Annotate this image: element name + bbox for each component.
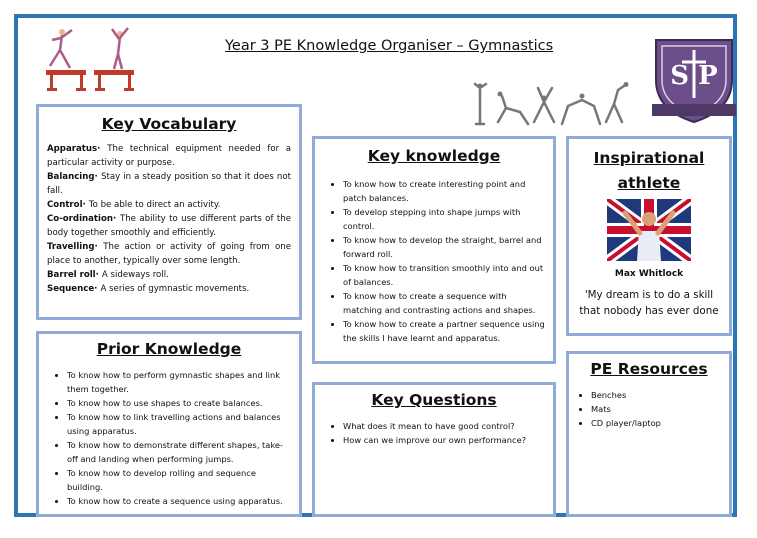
vocabulary-separator: ·: [94, 284, 101, 294]
gymnasts-beam-illustration: [42, 26, 142, 94]
athlete-photo: [607, 199, 691, 261]
key-knowledge-item: • To know how to transition smoothly into and out of balances.: [343, 261, 547, 289]
crest-letters: S P: [670, 61, 718, 91]
resource-item: • CD player/laptop: [591, 416, 723, 430]
school-crest-logo: [648, 36, 740, 124]
key-vocabulary-panel: [36, 104, 302, 320]
vocabulary-entry: [47, 212, 291, 240]
key-knowledge-list: [321, 177, 547, 345]
key-knowledge-item: • To know how to create interesting point and patch balances.: [343, 177, 547, 205]
key-knowledge-item: • To develop stepping into shape jumps with control.: [343, 205, 547, 233]
vocabulary-term: Balancing: [47, 172, 95, 182]
vocabulary-term: Sequence: [47, 284, 95, 294]
key-question-item: • What does it mean to have good control?: [343, 419, 547, 433]
vocabulary-separator: ·: [94, 172, 102, 182]
vocabulary-separator: ·: [94, 242, 104, 252]
vocabulary-term: Barrel roll: [47, 270, 96, 280]
vocabulary-separator: ·: [97, 144, 108, 154]
prior-knowledge-item: • To know how to use shapes to create balances.: [67, 396, 293, 410]
athlete-heading-line1: Inspirational: [593, 149, 705, 167]
page-title: Year 3 PE Knowledge Organiser – Gymnastics: [225, 38, 554, 54]
athlete-quote: 'My dream is to do a skill that nobody has ever done: [579, 289, 719, 317]
vocabulary-separator: ·: [95, 270, 102, 280]
athlete-name: Max Whitlock: [614, 269, 684, 279]
pe-resources-heading: PE Resources: [590, 360, 708, 378]
vocabulary-definition: Stay in a steady position so that it does not fall.: [47, 172, 291, 196]
prior-knowledge-item: • To know how to demonstrate different shapes, take-off and landing when performing jumps.: [67, 438, 293, 466]
key-knowledge-item: • To know how to develop the straight, barrel and forward roll.: [343, 233, 547, 261]
vocabulary-definition: To be able to direct an activity.: [88, 200, 221, 210]
vocabulary-separator: ·: [82, 200, 89, 210]
key-questions-panel: [312, 382, 556, 517]
pe-resources-list: [575, 388, 723, 430]
vocabulary-entry: [47, 240, 291, 268]
vocabulary-definition: A series of gymnastic movements.: [100, 284, 250, 294]
key-knowledge-item: • To know how to create a sequence with matching and contrasting actions and shapes.: [343, 289, 547, 317]
vocabulary-entry: [47, 268, 291, 282]
prior-knowledge-list: [45, 368, 293, 508]
prior-knowledge-item: • To know how to create a sequence using apparatus.: [67, 494, 293, 508]
vocabulary-definition: A sideways roll.: [101, 270, 169, 280]
vocabulary-definition: The technical equipment needed for a particular activity or purpose.: [47, 144, 291, 168]
vocabulary-term: Control: [47, 200, 83, 210]
prior-knowledge-item: • To know how to develop rolling and sequence building.: [67, 466, 293, 494]
vocabulary-entry: [47, 142, 291, 170]
key-knowledge-item: • To know how to create a partner sequence using the skills I have learnt and apparatus.: [343, 317, 547, 345]
vocabulary-term: Travelling: [47, 242, 95, 252]
vocabulary-separator: ·: [113, 214, 120, 224]
prior-knowledge-heading: Prior Knowledge: [96, 340, 242, 358]
prior-knowledge-item: • To know how to perform gymnastic shapes and link them together.: [67, 368, 293, 396]
resource-item: • Benches: [591, 388, 723, 402]
resource-item: • Mats: [591, 402, 723, 416]
key-knowledge-panel: [312, 136, 556, 364]
vocabulary-list: [47, 142, 291, 296]
vocabulary-term: Apparatus: [47, 144, 98, 154]
key-vocabulary-heading: Key Vocabulary: [101, 115, 237, 133]
vocabulary-entry: [47, 198, 291, 212]
prior-knowledge-item: • To know how to link travelling actions and balances using apparatus.: [67, 410, 293, 438]
athlete-heading-line2: athlete: [617, 174, 681, 192]
vocabulary-definition: The ability to use different parts of the body together smoothly and efficiently.: [47, 214, 291, 238]
key-knowledge-heading: Key knowledge: [367, 147, 501, 165]
inspirational-athlete-panel: [566, 136, 732, 336]
key-questions-list: [321, 419, 547, 447]
key-questions-heading: Key Questions: [371, 391, 497, 409]
vocabulary-definition: The action or activity of going from one place to another, typically over some length.: [47, 242, 291, 266]
vocabulary-entry: [47, 282, 291, 296]
vocabulary-entry: [47, 170, 291, 198]
vocabulary-term: Co-ordination: [47, 214, 114, 224]
gymnastics-silhouettes-illustration: [472, 82, 632, 126]
prior-knowledge-panel: [36, 331, 302, 517]
key-question-item: • How can we improve our own performance?: [343, 433, 547, 447]
pe-resources-panel: [566, 351, 732, 517]
